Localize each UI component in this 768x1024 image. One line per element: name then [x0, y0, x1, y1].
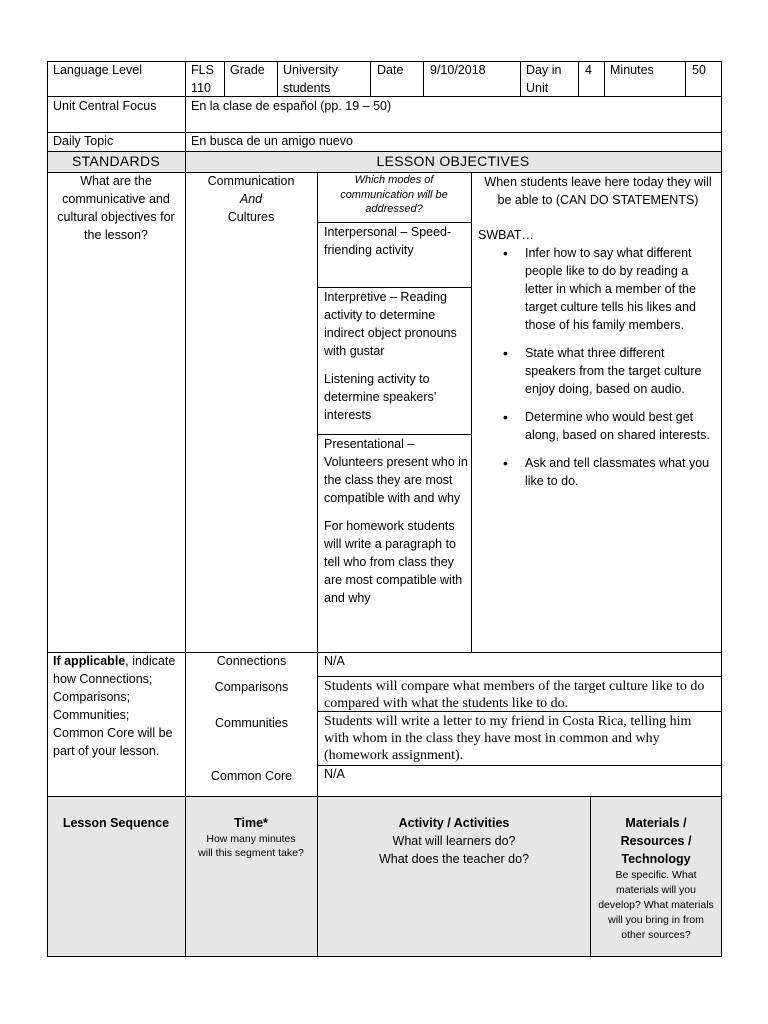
- topic-value: En busca de un amigo nuevo: [191, 134, 353, 148]
- interpersonal-mode: Interpersonal – Speed-friending activity: [324, 225, 452, 257]
- unit-label: Unit Central Focus: [53, 99, 157, 113]
- connections-value: N/A: [324, 654, 345, 668]
- standards-header: STANDARDS: [71, 153, 160, 169]
- standards-question: What are the communicative and cultural objectives for the lesson?: [57, 174, 175, 242]
- interpretive-mode: [324, 288, 468, 434]
- rule-hdr-e: [520, 61, 521, 96]
- grade-label: Grade: [230, 63, 265, 77]
- day-value: 4: [585, 63, 592, 77]
- objectives-header: LESSON OBJECTIVES: [376, 153, 530, 169]
- rule-seq-materials: [590, 796, 591, 957]
- topic-label: Daily Topic: [53, 134, 114, 148]
- minutes-value: 50: [692, 63, 706, 77]
- interpretive-listening: Listening activity to determine speakers’ interests: [324, 372, 437, 422]
- time-header: [190, 814, 312, 860]
- rule-modes-left: [317, 172, 318, 652]
- objective-item: • State what three different speakers from the target culture enjoy doing, based on audio.: [525, 344, 717, 398]
- rule-hdr-d: [423, 61, 424, 96]
- communities-label: Communities: [215, 716, 288, 730]
- objectives-list: [477, 244, 717, 500]
- date-value: 9/10/2018: [430, 63, 486, 77]
- activity-title: Activity / Activities: [398, 816, 510, 830]
- modes-question: Which modes of communication will be addressed?: [340, 174, 448, 215]
- course-value: FLS 110: [191, 63, 214, 95]
- rule-after-connections: [47, 796, 722, 797]
- day-label: Day in Unit: [526, 63, 562, 95]
- rule-hdr-g: [604, 61, 605, 96]
- connections-question: [53, 652, 183, 760]
- objectives-intro: When students leave here today they will be able to (CAN DO STATEMENTS): [484, 175, 712, 207]
- rule-hdr-c: [370, 61, 371, 96]
- date-label: Date: [377, 63, 404, 77]
- activity-q2: What does the teacher do?: [378, 852, 530, 866]
- connections-label: Connections: [216, 654, 287, 668]
- materials-subtitle: Be specific. What materials will you develop? What materials will you bring in from other sources?: [598, 869, 714, 941]
- materials-header: [597, 814, 715, 943]
- time-subtitle: How many minutes will this segment take?: [198, 833, 304, 859]
- rule-hdr-a: [224, 61, 225, 96]
- communities-value: Students will write a letter to my friend in Costa Rica, telling him with whom in the class they have most in common and why (homework assignment).: [324, 714, 692, 763]
- cultures-label: Cultures: [227, 210, 275, 224]
- presentational-homework: For homework students will write a paragraph to tell who from class they are most compatible with and why: [324, 519, 463, 605]
- rule-hdr-b: [277, 61, 278, 96]
- rule-bottom: [47, 956, 722, 957]
- minutes-label: Minutes: [610, 63, 654, 77]
- comparisons-value: Students will compare what members of the target culture like to do compared with what the students like to do.: [324, 679, 705, 711]
- time-title: Time*: [234, 816, 268, 830]
- unit-value: En la clase de español (pp. 19 – 50): [191, 99, 392, 113]
- if-applicable-label: If applicable: [53, 654, 126, 668]
- objective-item: • Determine who would best get along, based on shared interests.: [525, 408, 717, 444]
- comparisons-label: Comparisons: [214, 680, 289, 694]
- objective-item: • Infer how to say what different people like to do by reading a letter in which a member of the target culture tells his likes and those of his family members.: [525, 244, 717, 334]
- common-core-label: Common Core: [210, 769, 293, 783]
- lesson-sequence-label: Lesson Sequence: [62, 816, 170, 830]
- activity-header: [318, 814, 590, 868]
- connections-question-text: , indicate how Connections; Comparisons; Communities; Common Core will be part of your lesson.: [53, 654, 176, 758]
- rule-modes-right: [471, 172, 472, 652]
- common-core-value: N/A: [324, 767, 345, 781]
- rule-col1: [185, 61, 186, 957]
- grade-value: University students: [283, 63, 338, 95]
- materials-title: Materials / Resources / Technology: [620, 816, 692, 866]
- rule-right: [721, 61, 722, 957]
- presentational-volunteers: Presentational – Volunteers present who in the class they are most compatible with and why: [324, 437, 468, 505]
- rule-hdr-h: [685, 61, 686, 96]
- language-level-label: Language Level: [53, 63, 142, 77]
- activity-q1: What will learners do?: [392, 834, 516, 848]
- communication-cultures: [188, 172, 314, 226]
- presentational-mode: [324, 435, 468, 617]
- objective-item: • Ask and tell classmates what you like to do.: [525, 454, 717, 490]
- communication-label: Communication: [207, 174, 295, 188]
- swbat-label: SWBAT…: [478, 228, 535, 242]
- and-label: And: [239, 192, 263, 206]
- interpretive-reading: Interpretive – Reading activity to determine indirect object pronouns with gustar: [324, 290, 457, 358]
- rule-conn-values: [317, 652, 318, 796]
- rule-hdr-f: [578, 61, 579, 96]
- rule-connections: [317, 676, 722, 677]
